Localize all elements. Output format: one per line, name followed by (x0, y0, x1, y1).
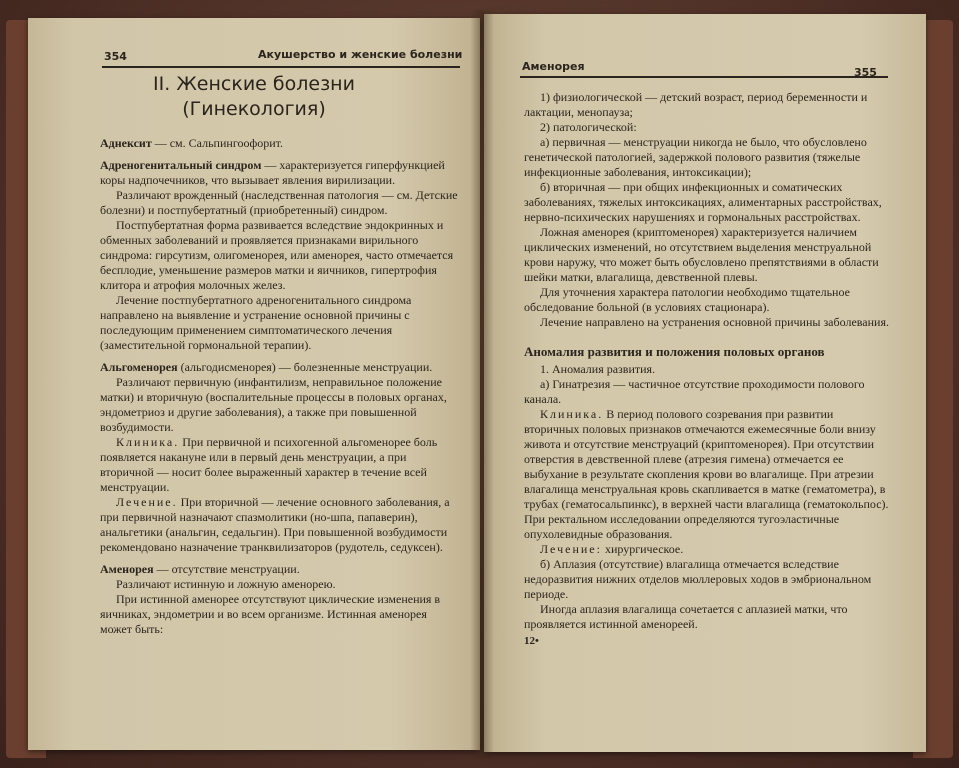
paragraph: Постпубертатная форма развивается вследствие эндокринных и обменных заболеваний и проявляется признаками вирильного синдрома: гирсутизм, олигоменорея, или аменорея, часто отмечается бесплодие, уменьшение размеров матки и яичников, гипертрофия клитора и атрофия молочных желез. (100, 218, 454, 292)
right-page-body (524, 90, 890, 649)
book-gutter (470, 10, 494, 758)
paragraph: Различают первичную (инфантилизм, неправильное положение матки) и вторичную (воспалительные процессы в половых органах, эндометриоз и другие заболевания), а также при повышенной возбудимости. (100, 375, 447, 434)
entry-text: (альгодисменорея) — болезненные менструации. (177, 360, 433, 374)
entry-adnexit (100, 136, 458, 151)
paragraph: 1) физиологической — детский возраст, период беременности и лактации, менопауза; (524, 90, 868, 119)
entry-text: — характеризуется гиперфункцией коры надпочечников, что вызывает явления вирилизации. (100, 158, 445, 187)
paragraph: 1. Аномалия развития. (540, 362, 656, 376)
chapter-title: II. Женские болезни (153, 73, 355, 95)
left-page-body (100, 136, 458, 637)
header-rule-left (102, 66, 460, 68)
paragraph: Для уточнения характера патологии необходимо тщательное обследование больной (в условиях стационара). (524, 285, 850, 314)
paragraph-text: При первичной и психогенной альгоменорее боль появляется накануне или в первый день менструации, а при вторичной — носит более выраженный характер в течение всей менструации. (100, 435, 438, 494)
paragraph: Лечение постпубертатного адреногенитального синдрома направлено на выявление и устранение основной причины с последующим применением симптоматического лечения (заместительной гормональной терапии). (100, 293, 412, 352)
paragraph: Различают врожденный (наследственная патология — см. Детские болезни) и постпубертатный (приобретенный) синдром. (100, 188, 458, 217)
paragraph: а) Гинатрезия — частичное отсутствие проходимости полового канала. (524, 377, 865, 406)
paragraph: 2) патологической: (540, 120, 637, 134)
entry-term: Альгоменорея (100, 360, 178, 374)
entry-adrenogenital (100, 158, 458, 188)
paragraph: Лечение направлено на устранения основной причины заболевания. (540, 315, 889, 329)
section-label: Клиника. (116, 435, 180, 449)
paragraph-treatment (524, 542, 890, 557)
section-heading: Аномалия развития и положения половых органов (524, 344, 825, 359)
section-label: Клиника. (540, 407, 604, 421)
entry-term: Адреногенитальный синдром (100, 158, 262, 172)
paragraph-text: При вторичной — лечение основного заболевания, а при первичной назначают спазмолитики (но-шпа, папаверин), анальгетики (анальгин, седальгин). При повышенной возбудимости рекомендовано назначение транквилизаторов (рудотель, седуксен). (100, 495, 450, 554)
entry-term: Аднексит (100, 136, 152, 150)
page-number-right: 355 (854, 66, 877, 79)
paragraph: Различают истинную и ложную аменорею. (116, 577, 336, 591)
entry-algomenorrhea (100, 360, 458, 375)
left-page (28, 18, 480, 750)
paragraph-text: В период полового созревания при развитии вторичных половых признаков отмечаются ежемесячные боли внизу живота и отсутствие менструаций (криптоменорея). При отсутствии отверстия в девственной плеве (атрезия гимена) отмечается ее выбухание в результате скопления крови во влагалище. При атрезии влагалища менструальная кровь скапливается в матке (гематометра), в трубах (гематосальпинкс), в верхней части влагалища (гематокольпос). При ректальном исследовании определяются тугоэластичные опухолевидные образования. (524, 407, 889, 541)
paragraph-clinic (524, 407, 890, 542)
section-label: Лечение. (116, 495, 178, 509)
paragraph: Ложная аменорея (криптоменорея) характеризуется наличием циклических изменений, но отсутствием выделения менструальной крови наружу, что может быть обусловлено препятствиями в области шейки матки, влагалища, девственной плевы. (524, 225, 879, 284)
entry-text: — см. Сальпингоофорит. (151, 136, 283, 150)
paragraph-treatment (100, 495, 458, 555)
header-rule-right (520, 76, 888, 78)
chapter-subtitle: (Гинекология) (182, 98, 326, 120)
running-head-left: Акушерство и женские болезни (258, 48, 463, 61)
paragraph: При истинной аменорее отсутствуют циклические изменения в яичниках, эндометрии и во всем организме. Истинная аменорея может быть: (100, 592, 441, 636)
entry-term: Аменорея (100, 562, 154, 576)
paragraph-text: хирургическое. (601, 542, 684, 556)
paragraph: а) первичная — менструации никогда не было, что обусловлено генетической патологией, задержкой полового развития (тяжелые инфекционные заболевания, интоксикации); (524, 135, 867, 179)
right-page (484, 14, 926, 752)
paragraph: б) Аплазия (отсутствие) влагалища отмечается вследствие недоразвития нижних отделов мюллеровых ходов в эмбриональном периоде. (524, 557, 872, 601)
chapter-title-block (104, 72, 404, 122)
page-number-left: 354 (104, 50, 127, 63)
entry-text: — отсутствие менструации. (153, 562, 300, 576)
paragraph: б) вторичная — при общих инфекционных и соматических заболеваниях, тяжелых интоксикациях, алиментарных расстройствах, нервно-психических нарушениях и гормональных расстройствах. (524, 180, 882, 224)
paragraph: Иногда аплазия влагалища сочетается с аплазией матки, что проявляется истинной аменореей. (524, 602, 848, 631)
section-label: Лечение: (540, 542, 602, 556)
running-head-right: Аменорея (522, 60, 585, 73)
signature-mark: 12• (524, 635, 539, 647)
paragraph-clinic (100, 435, 458, 495)
entry-amenorrhea (100, 562, 458, 577)
